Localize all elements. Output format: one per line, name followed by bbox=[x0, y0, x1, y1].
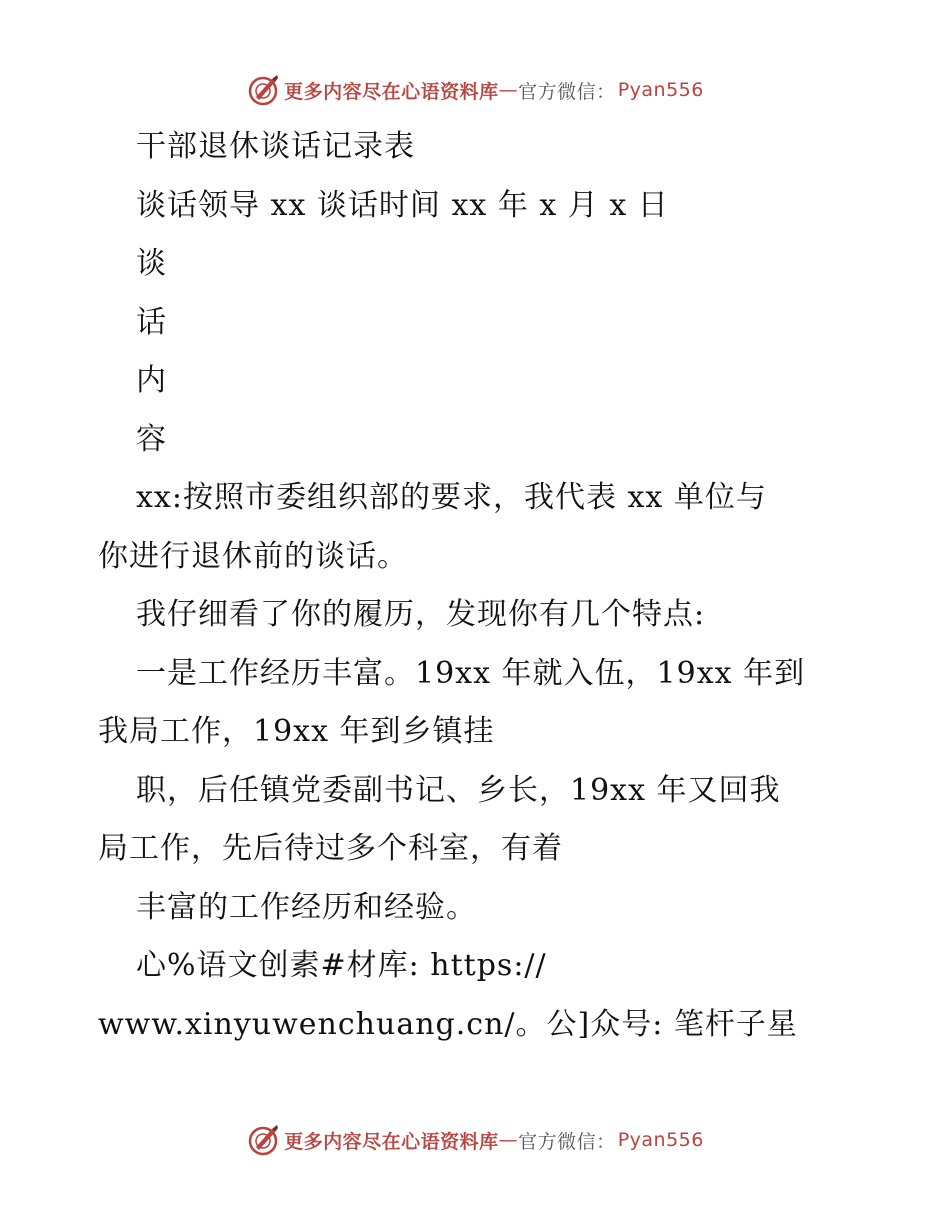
banner-main-text: 更多内容尽在心语资料库 bbox=[284, 80, 499, 103]
meeting-info-line: 谈话领导 xx 谈话时间 xx 年 x 月 x 日 bbox=[136, 187, 669, 223]
section-label-char: 谈 bbox=[136, 246, 167, 281]
paragraph-line: 职，后任镇党委副书记、乡长，19xx 年又回我 bbox=[136, 772, 781, 808]
paragraph-line: 你进行退休前的谈话。 bbox=[98, 538, 408, 574]
section-label-char: 内 bbox=[136, 363, 167, 398]
pen-nib-logo-icon bbox=[246, 1123, 280, 1157]
banner-separator: — bbox=[498, 1129, 519, 1151]
section-label-char: 容 bbox=[136, 421, 167, 457]
banner-wechat-id: Pyan556 bbox=[617, 1129, 704, 1151]
pen-nib-logo-icon bbox=[246, 73, 280, 107]
paragraph-line: www.xinyuwenchuang.cn/。公]众号: 笔杆子星 bbox=[98, 1006, 798, 1042]
paragraph-line: 局工作，先后待过多个科室，有着 bbox=[98, 831, 563, 866]
paragraph-line: 我局工作，19xx 年到乡镇挂 bbox=[98, 714, 495, 749]
footer-banner bbox=[0, 1120, 950, 1160]
document-body bbox=[98, 118, 858, 1054]
banner-wechat-id: Pyan556 bbox=[617, 79, 704, 101]
banner-separator: — bbox=[498, 79, 519, 101]
paragraph-line: 一是工作经历丰富。19xx 年就入伍，19xx 年到 bbox=[136, 655, 806, 691]
paragraph-line: 丰富的工作经历和经验。 bbox=[136, 889, 477, 925]
banner-sub-text: 官方微信： bbox=[518, 80, 616, 103]
paragraph-line: xx:按照市委组织部的要求，我代表 xx 单位与 bbox=[136, 480, 767, 515]
section-label-char: 话 bbox=[136, 304, 167, 340]
banner-main-text: 更多内容尽在心语资料库 bbox=[284, 1130, 499, 1153]
document-title: 干部退休谈话记录表 bbox=[136, 129, 415, 164]
paragraph-line: 我仔细看了你的履历，发现你有几个特点: bbox=[136, 597, 706, 632]
header-banner bbox=[0, 70, 950, 110]
banner-sub-text: 官方微信： bbox=[518, 1130, 616, 1153]
paragraph-line: 心%语文创素#材库: https:// bbox=[136, 948, 547, 983]
